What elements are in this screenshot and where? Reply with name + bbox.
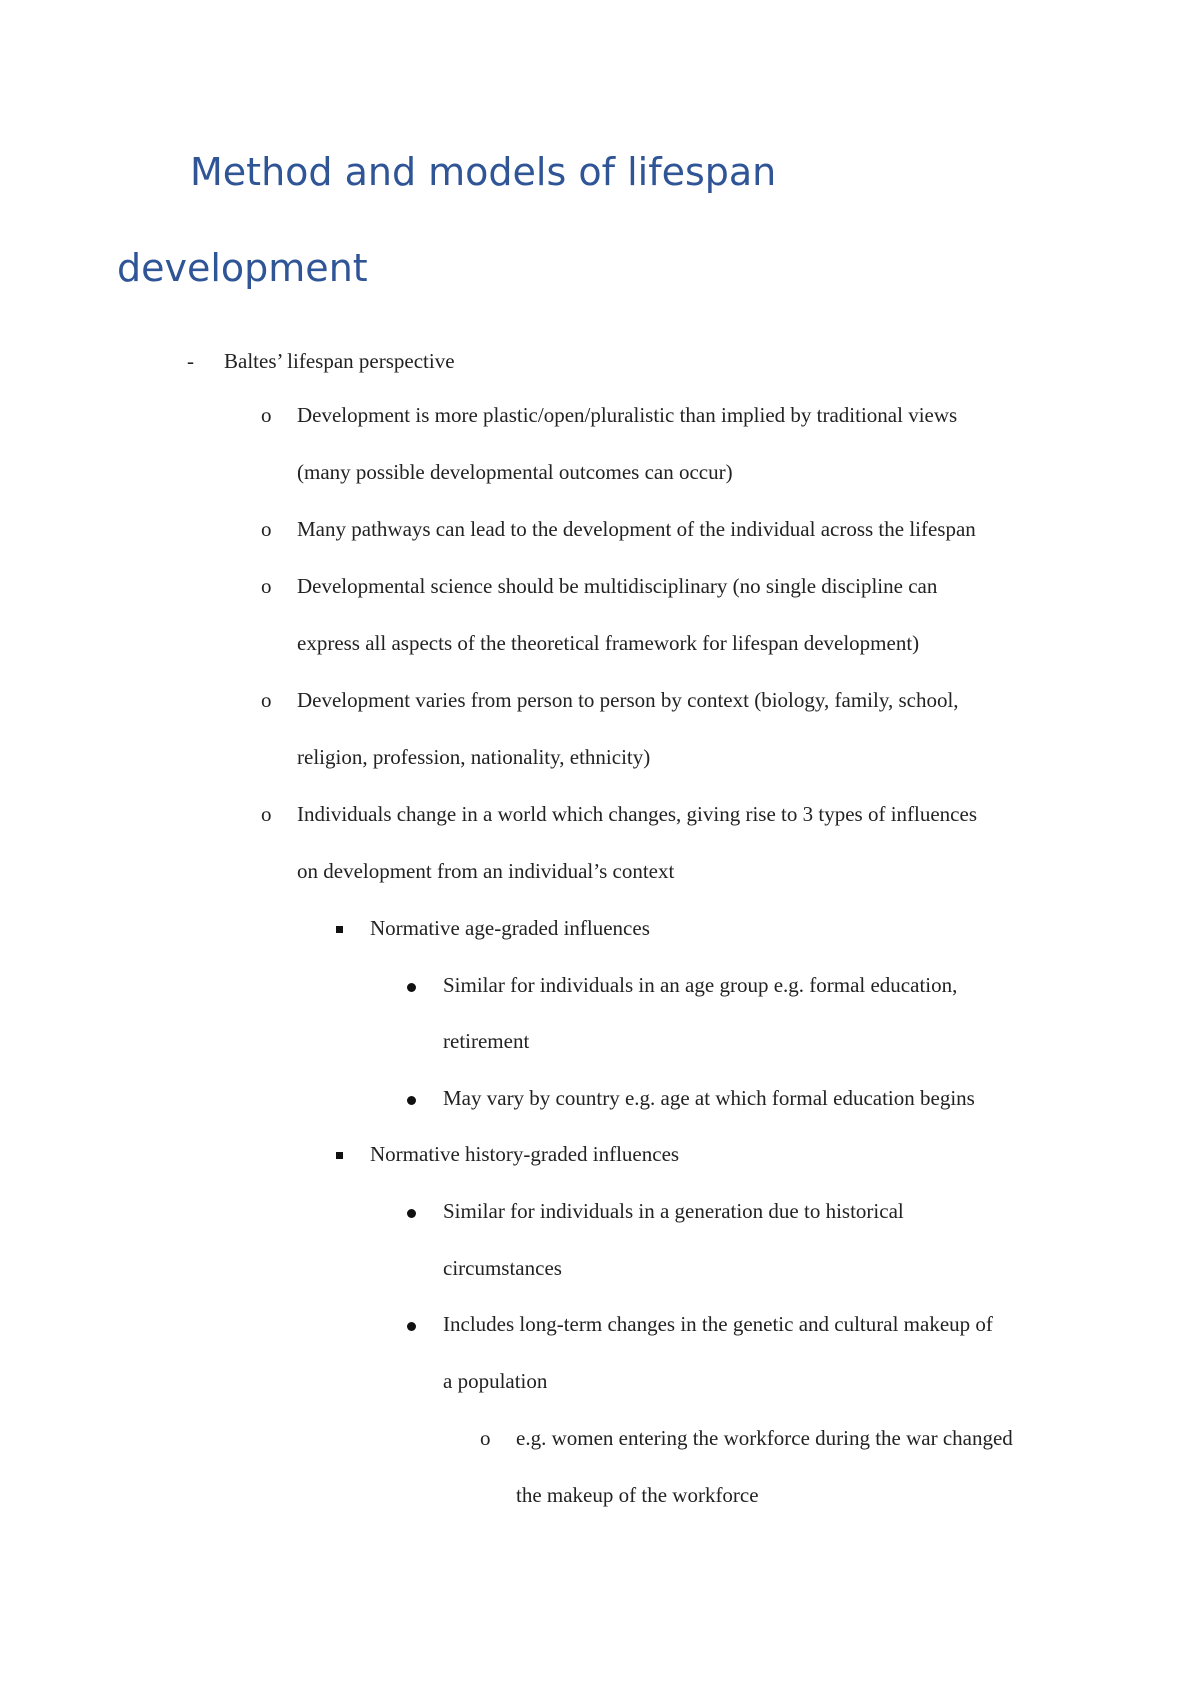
dash-bullet: - <box>187 349 194 373</box>
history-graded-sub-2-line-1: Includes long-term changes in the genetic and cultural makeup of <box>443 1312 993 1336</box>
history-graded-sub-1-line-1: Similar for individuals in a generation due to historical <box>443 1199 904 1223</box>
title-line-1: Method and models of lifespan <box>190 150 777 194</box>
round-bullet <box>407 1096 416 1105</box>
circle-bullet: o <box>261 802 272 826</box>
point-1-line-1: Development is more plastic/open/pluralistic than implied by traditional views <box>297 403 958 427</box>
point-1-line-2: (many possible developmental outcomes can occur) <box>297 460 733 484</box>
point-5-line-1: Individuals change in a world which changes, giving rise to 3 types of influences <box>297 802 977 826</box>
square-bullet <box>336 926 343 933</box>
square-bullet <box>336 1152 343 1159</box>
history-graded-sub-2-line-2: a population <box>443 1369 548 1393</box>
point-3-line-2: express all aspects of the theoretical framework for lifespan development) <box>297 631 920 655</box>
heading-baltes: Baltes’ lifespan perspective <box>224 349 455 373</box>
circle-bullet: o <box>261 574 272 598</box>
point-5-line-2: on development from an individual’s context <box>297 859 675 883</box>
influence-age-graded: Normative age-graded influences <box>370 916 650 940</box>
point-2-line-1: Many pathways can lead to the development of the individual across the lifespan <box>297 517 976 541</box>
age-graded-sub-2-line-1: May vary by country e.g. age at which formal education begins <box>443 1086 975 1110</box>
age-graded-sub-1-line-1: Similar for individuals in an age group e.g. formal education, <box>443 973 958 997</box>
circle-bullet: o <box>261 688 272 712</box>
age-graded-sub-1-line-2: retirement <box>443 1029 530 1053</box>
circle-bullet: o <box>261 403 272 427</box>
point-4-line-1: Development varies from person to person by context (biology, family, school, <box>297 688 959 712</box>
history-graded-sub-1-line-2: circumstances <box>443 1256 562 1280</box>
title-line-2: development <box>117 246 368 290</box>
point-3-line-1: Developmental science should be multidisciplinary (no single discipline can <box>297 574 938 598</box>
circle-bullet: o <box>261 517 272 541</box>
example-line-2: the makeup of the workforce <box>516 1483 759 1507</box>
round-bullet <box>407 1322 416 1331</box>
example-line-1: e.g. women entering the workforce during the war changed <box>516 1426 1013 1450</box>
circle-bullet: o <box>480 1426 491 1450</box>
round-bullet <box>407 1209 416 1218</box>
point-4-line-2: religion, profession, nationality, ethnicity) <box>297 745 651 769</box>
round-bullet <box>407 983 416 992</box>
influence-history-graded: Normative history-graded influences <box>370 1142 680 1166</box>
